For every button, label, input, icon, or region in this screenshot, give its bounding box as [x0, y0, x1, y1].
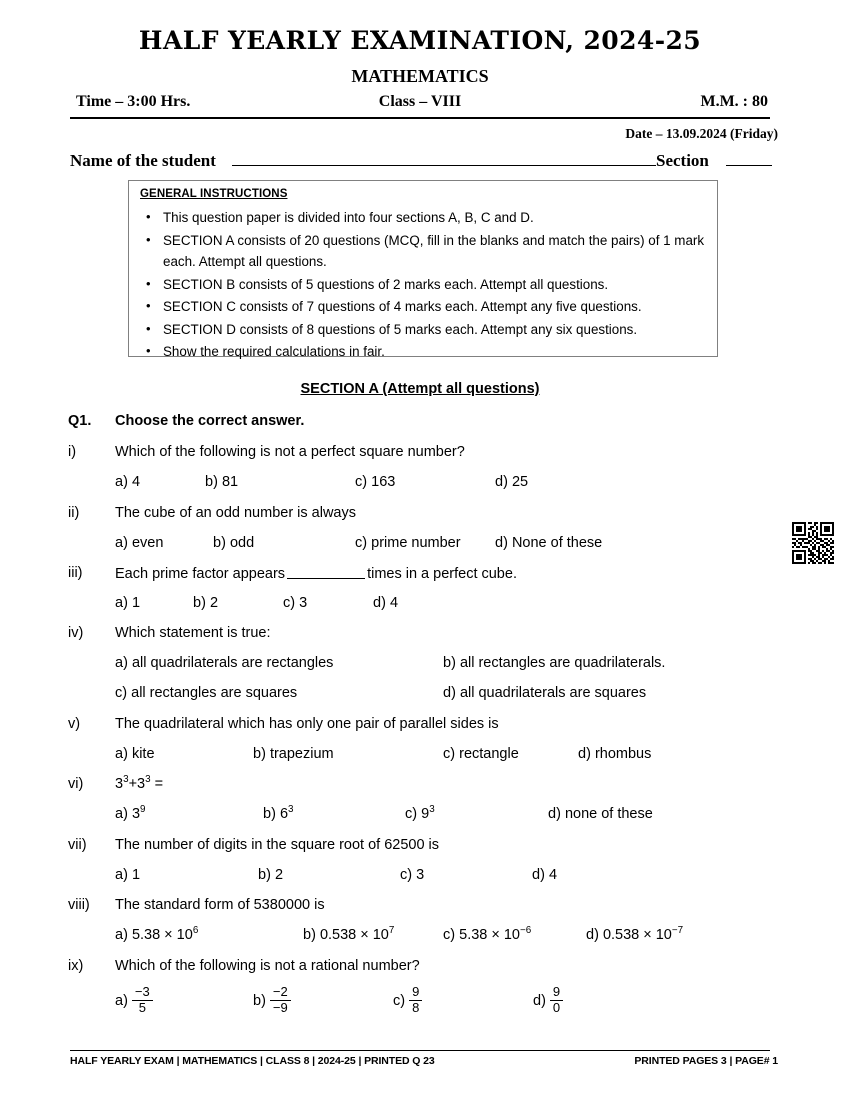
- general-instructions-box: [128, 180, 718, 357]
- question-item-iii-text: Each prime factor appears times in a perfect cube.: [115, 566, 517, 582]
- option-a[interactable]: a) all quadrilaterals are rectangles: [115, 655, 334, 671]
- question-item-iii-options: [68, 595, 778, 617]
- bullet-icon: •: [146, 209, 151, 224]
- option-d[interactable]: d) all quadrilaterals are squares: [443, 685, 647, 701]
- question-item-viii-roman: viii): [68, 897, 90, 913]
- option-a[interactable]: a) even: [115, 535, 164, 551]
- option-b[interactable]: b) $0.538 \times 10^7$: [303, 925, 395, 943]
- option-d[interactable]: d) rhombus: [578, 746, 652, 762]
- option-b[interactable]: b) $\frac{-2}{-9}$: [253, 986, 291, 1016]
- bullet-icon: •: [146, 343, 151, 358]
- footer-divider: [70, 1050, 770, 1051]
- list-item: [140, 207, 706, 229]
- question-item-iv-text: Which statement is true:: [115, 625, 271, 641]
- student-section-blank[interactable]: [726, 165, 772, 166]
- fill-blank[interactable]: [287, 565, 365, 579]
- question-item-ix-text: Which of the following is not a rational number?: [115, 958, 420, 974]
- question-item-iii-roman: iii): [68, 565, 83, 581]
- option-c[interactable]: c) rectangle: [443, 746, 519, 762]
- question-item-vii-roman: vii): [68, 837, 87, 853]
- question-item-ii-roman: ii): [68, 505, 80, 521]
- general-instructions-list: [140, 207, 706, 364]
- question-item-iv-options-row1: [68, 655, 778, 677]
- question-item-i-options: [68, 474, 778, 496]
- option-b[interactable]: b) all rectangles are quadrilaterals.: [443, 655, 666, 671]
- question-item-viii-options: [68, 927, 778, 949]
- exam-time: Time – 3:00 Hrs.: [76, 93, 191, 110]
- question-item-vi-options: [68, 806, 778, 828]
- student-name-label: Name of the student: [70, 151, 216, 170]
- question-1-text: Choose the correct answer.: [115, 413, 305, 429]
- option-b[interactable]: b) 2: [193, 595, 219, 611]
- option-b[interactable]: b) odd: [213, 535, 255, 551]
- question-item-ii-options: [68, 535, 778, 557]
- option-a[interactable]: a) 1: [115, 595, 141, 611]
- bullet-icon: •: [146, 275, 151, 291]
- list-item: [140, 230, 706, 273]
- list-item: [140, 296, 706, 318]
- option-a[interactable]: a) $5.38 \times 10^6$: [115, 925, 199, 943]
- option-a[interactable]: a) 4: [115, 474, 141, 490]
- fraction: $\frac{9}{8}$: [409, 985, 422, 1015]
- question-item-v-options: [68, 746, 778, 768]
- question-item-iv-roman: iv): [68, 625, 84, 641]
- question-item-v-roman: v): [68, 716, 81, 732]
- question-item-v-text: The quadrilateral which has only one pair of parallel sides is: [115, 716, 499, 732]
- option-b[interactable]: b) 81: [205, 474, 239, 490]
- list-item-text: Show the required calculations in fair.: [163, 344, 385, 359]
- option-b[interactable]: b) $6^3$: [263, 804, 294, 822]
- bullet-icon: •: [146, 231, 151, 247]
- list-item-text: This question paper is divided into four sections A, B, C and D.: [163, 210, 534, 225]
- fraction: $\frac{-2}{-9}$: [270, 985, 291, 1015]
- question-item-iv-options-row2: [68, 685, 778, 707]
- subject-title: MATHEMATICS: [351, 66, 489, 86]
- exam-class: Class – VIII: [378, 93, 462, 110]
- question-item-ix-options: [68, 984, 778, 1015]
- option-a[interactable]: a) $3^9$: [115, 804, 146, 822]
- option-d[interactable]: d) None of these: [495, 535, 603, 551]
- option-b[interactable]: b) trapezium: [253, 746, 334, 762]
- fraction: $\frac{9}{0}$: [550, 985, 563, 1015]
- list-item: [140, 274, 706, 296]
- page-title: HALF YEARLY EXAMINATION, 2024-25: [138, 26, 702, 55]
- option-a[interactable]: a) $\frac{-3}{5}$: [115, 986, 153, 1016]
- question-item-vi-roman: vi): [68, 776, 84, 792]
- option-c[interactable]: c) 3: [400, 867, 425, 883]
- list-item-text: SECTION D consists of 8 questions of 5 marks each. Attempt any six questions.: [163, 321, 638, 337]
- question-item-vii-text: The number of digits in the square root of 62500 is: [115, 837, 440, 853]
- bullet-icon: •: [146, 320, 151, 336]
- option-b[interactable]: b) 2: [258, 867, 284, 883]
- list-item-text: SECTION C consists of 7 questions of 4 marks each. Attempt any five questions.: [163, 299, 642, 314]
- bullet-icon: •: [146, 298, 151, 313]
- option-d[interactable]: d) 25: [495, 474, 529, 490]
- question-item-i-roman: i): [68, 444, 77, 460]
- exam-max-marks: M.M. : 80: [700, 93, 768, 110]
- option-c[interactable]: c) all rectangles are squares: [115, 685, 298, 701]
- question-item-viii-text: The standard form of 5380000 is: [115, 897, 325, 913]
- list-item: [140, 319, 706, 341]
- header-divider: [70, 117, 770, 119]
- student-name-blank[interactable]: [232, 165, 656, 166]
- option-d[interactable]: d) 4: [532, 867, 558, 883]
- exam-meta-row: [70, 93, 770, 115]
- option-a[interactable]: a) kite: [115, 746, 155, 762]
- general-instructions-title: GENERAL INSTRUCTIONS: [140, 188, 288, 200]
- exam-date: Date – 13.09.2024 (Friday): [625, 126, 778, 141]
- section-a-heading-text: SECTION A (Attempt all questions): [300, 381, 540, 397]
- option-d[interactable]: d) 4: [373, 595, 399, 611]
- option-c[interactable]: c) $\frac{9}{8}$: [393, 986, 422, 1016]
- question-item-i-text: Which of the following is not a perfect square number?: [115, 444, 465, 460]
- option-d[interactable]: d) $0.538 \times 10^{-7}$: [586, 925, 684, 943]
- question-item-ix-roman: ix): [68, 958, 84, 974]
- student-section-label: Section: [656, 151, 709, 170]
- question-1-number: Q1.: [68, 413, 92, 429]
- question-item-vi-expression: $3^3+3^3$ =: [115, 774, 164, 792]
- question-item-vii-options: [68, 867, 778, 889]
- footer-right-text: PRINTED PAGES 3 | PAGE# 1: [634, 1055, 778, 1067]
- option-c[interactable]: c) $5.38 \times 10^{-6}$: [443, 925, 532, 943]
- fraction: $\frac{-3}{5}$: [132, 985, 153, 1015]
- option-d[interactable]: d) none of these: [548, 806, 653, 822]
- list-item-text: SECTION B consists of 5 questions of 2 marks each. Attempt all questions.: [163, 276, 609, 292]
- option-c[interactable]: c) prime number: [355, 535, 461, 551]
- list-item: [140, 341, 706, 363]
- option-a[interactable]: a) 1: [115, 867, 141, 883]
- question-item-ii-text: The cube of an odd number is always: [115, 505, 356, 521]
- section-a-heading: [70, 381, 770, 397]
- option-c[interactable]: c) 3: [283, 595, 308, 611]
- list-item-text: SECTION A consists of 20 questions (MCQ, fill in the blanks and match the pairs) of 1 mark each. Attempt all questions.: [163, 232, 705, 269]
- option-c[interactable]: c) $9^3$: [405, 804, 435, 822]
- footer-left-text: HALF YEARLY EXAM | MATHEMATICS | CLASS 8 | 2024-25 | PRINTED Q 23: [70, 1055, 435, 1067]
- option-d[interactable]: d) $\frac{9}{0}$: [533, 986, 563, 1016]
- qr-code-icon: [792, 522, 834, 564]
- student-name-row: [70, 151, 772, 175]
- option-c[interactable]: c) 163: [355, 474, 396, 490]
